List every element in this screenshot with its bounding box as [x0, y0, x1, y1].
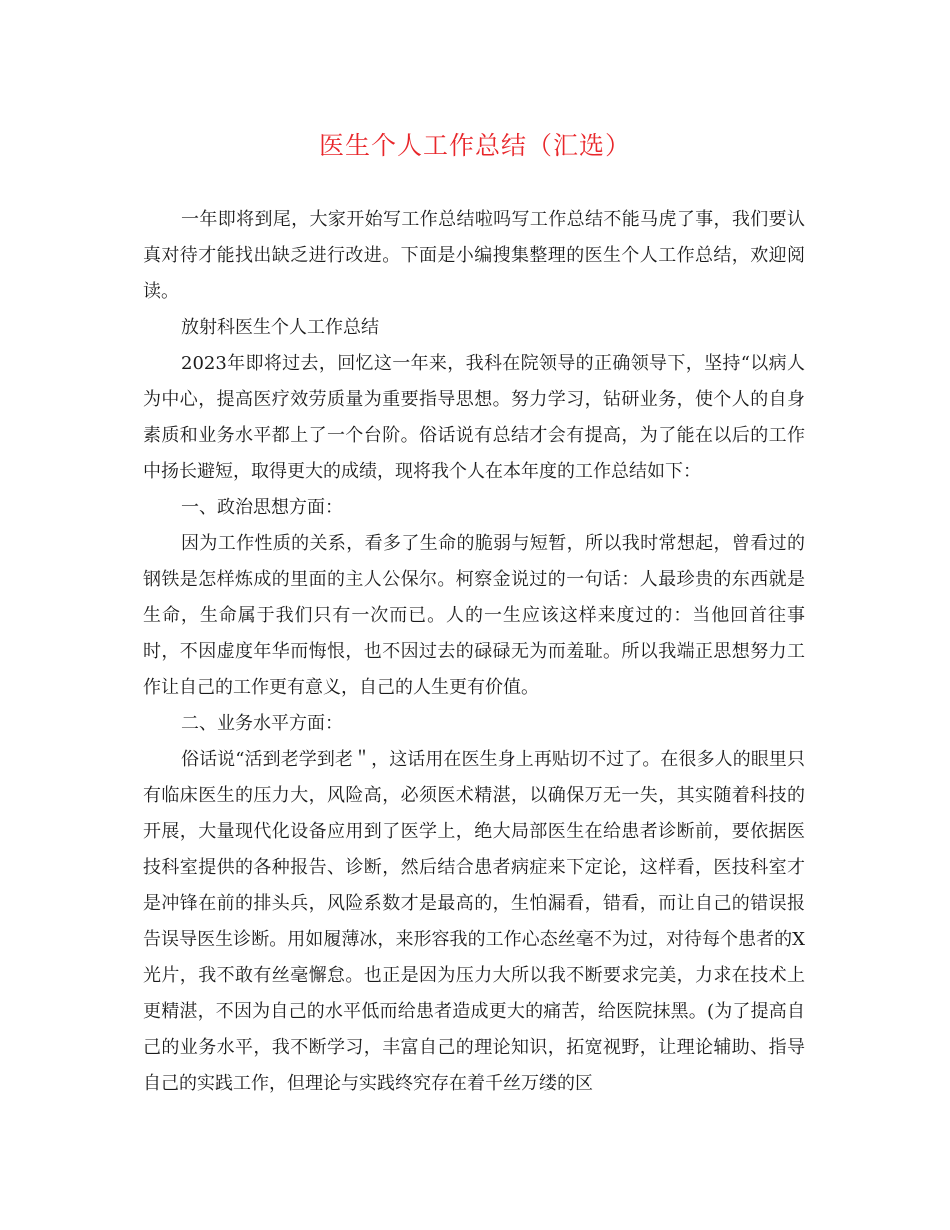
section-heading-political: 一、政治思想方面：: [181, 497, 343, 518]
paragraph-year-review: 2023年即将过去，回忆这一年来，我科在院领导的正确领导下，坚持“以病人为中心，提高医疗效劳质量为重要指导思想。努力学习，钻研业务，使个人的自身素质和业务水平都上了一个台阶。俗话说有总结才会有提高，为了能在以后的工作中扬长避短，取得更大的成绩，现将我个人在本年度的工作总结如下：: [143, 353, 805, 482]
paragraph-political: 因为工作性质的关系，看多了生命的脆弱与短暂，所以我时常想起，曾看过的钢铁是怎样炼成的里面的主人公保尔。柯察金说过的一句话：人最珍贵的东西就是生命，生命属于我们只有一次而已。人的一生应该这样来度过的：当他回首往事时，不因虚度年华而悔恨，也不因过去的碌碌无为而羞耻。所以我端正思想努力工作让自己的工作更有意义，自己的人生更有价值。: [143, 533, 805, 698]
paragraph-professional: 俗话说“活到老学到老＂，这话用在医生身上再贴切不过了。在很多人的眼里只有临床医生的压力大，风险高，必须医术精湛，以确保万无一失，其实随着科技的开展，大量现代化设备应用到了医学上，绝大局部医生在给患者诊断前，要依据医技科室提供的各种报告、诊断，然后结合患者病症来下定论，这样看，医技科室才是冲锋在前的排头兵，风险系数才是最高的，生怕漏看，错看，而让自己的错误报告误导医生诊断。用如履薄冰，来形容我的工作心态丝毫不为过，对待每个患者的X光片，我不敢有丝毫懈怠。也正是因为压力大所以我不断要求完美，力求在技术上更精湛，不因为自己的水平低而给患者造成更大的痛苦，给医院抹黑。(为了提高自己的业务水平，我不断学习，丰富自己的理论知识，拓宽视野，让理论辅助、指导自己的实践工作，但理论与实践终究存在着千丝万缕的区: [143, 749, 805, 1094]
paragraph-intro: 一年即将到尾，大家开始写工作总结啦吗写工作总结不能马虎了事，我们要认真对待才能找出缺乏进行改进。下面是小编搜集整理的医生个人工作总结，欢迎阅读。: [143, 209, 805, 302]
section-heading-professional: 二、业务水平方面：: [181, 713, 343, 734]
document-body: [143, 202, 805, 1102]
document-title: 医生个人工作总结（汇选）: [318, 131, 631, 160]
section-heading-radiology: 放射科医生个人工作总结: [181, 317, 379, 338]
